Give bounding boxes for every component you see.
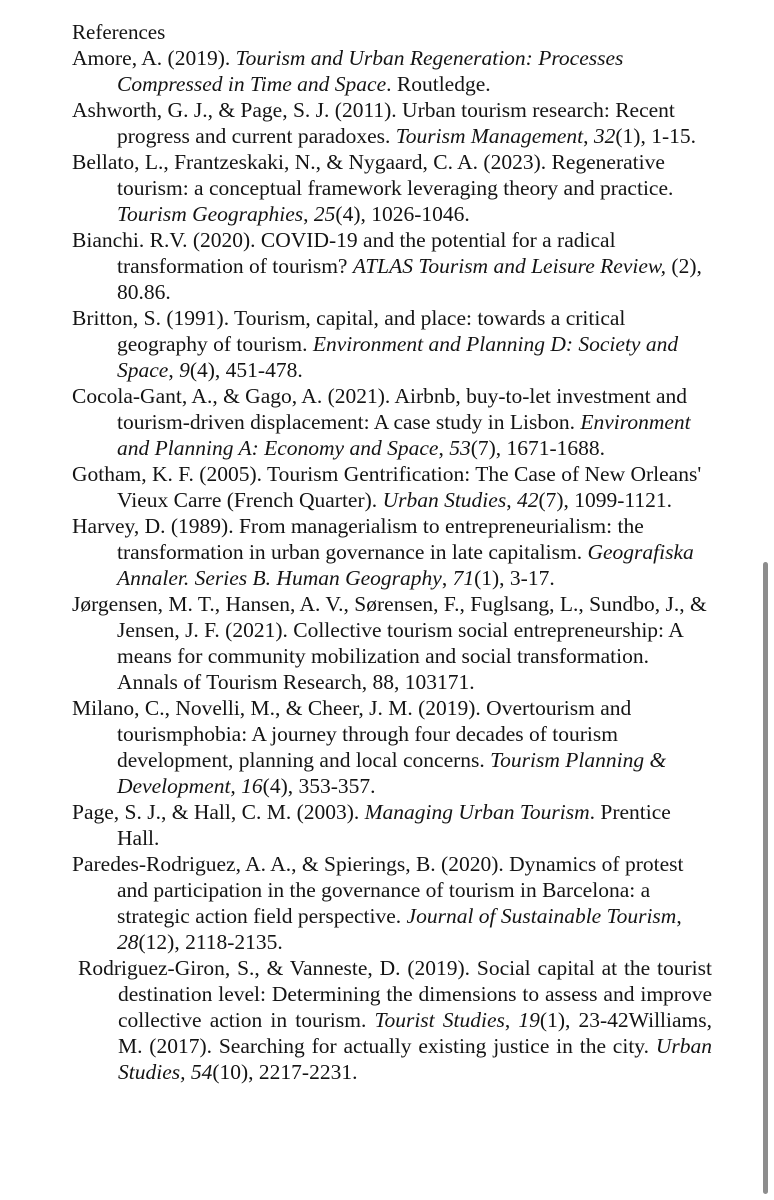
reference-italic-segment: 19: [518, 1008, 540, 1032]
reference-italic-segment: 71: [452, 566, 475, 590]
reference-italic-segment: Tourism Planning & Development, 16: [117, 748, 667, 798]
reference-italic-segment: 28: [117, 930, 139, 954]
reference-entry: [72, 799, 712, 851]
reference-text-segment: (1), 3-17.: [474, 566, 555, 590]
reference-entry: [72, 591, 712, 695]
reference-italic-segment: Environment and Planning A: Economy and Space: [117, 410, 691, 460]
reference-entry: [72, 695, 712, 799]
reference-entry: [72, 305, 712, 383]
reference-list: [72, 45, 712, 1085]
reference-text-segment: (1), 23-42Williams, M. (2017). Searching for actually existing justice in the city.: [118, 1008, 713, 1058]
reference-text-segment: Cocola-Gant, A., & Gago, A. (2021). Airbnb, buy-to-let investment and tourism-driven displacement: A case study in Lisbon.: [72, 384, 688, 434]
reference-entry: [72, 97, 712, 149]
reference-text-segment: (4), 353-357.: [262, 774, 376, 798]
reference-italic-segment: Environment and Planning D: Society and Space: [117, 332, 679, 382]
reference-text-segment: ,: [441, 566, 453, 590]
reference-text-segment: . Routledge.: [386, 72, 491, 96]
reference-italic-segment: Geografiska Annaler. Series B. Human Geography: [117, 540, 694, 590]
reference-italic-segment: 32: [593, 124, 616, 148]
reference-entry: [72, 461, 712, 513]
reference-italic-segment: Managing Urban Tourism: [364, 800, 590, 824]
reference-text-segment: Page, S. J., & Hall, C. M. (2003).: [72, 800, 365, 824]
reference-text-segment: (10), 2217-2231.: [212, 1060, 358, 1084]
reference-entry: [72, 45, 712, 97]
reference-text-segment: Harvey, D. (1989). From managerialism to entrepreneurialism: the transformation in urban governance in late capitalism.: [72, 514, 644, 564]
reference-text-segment: Rodriguez-Giron, S., & Vanneste, D. (2019). Social capital at the tourist destination level: Determining the dimensions to assess and improve collective action in tourism.: [78, 956, 712, 1032]
reference-entry: [72, 955, 712, 1085]
reference-text-segment: ,: [676, 904, 682, 928]
reference-italic-segment: Tourism Management: [395, 124, 584, 148]
reference-text-segment: Britton, S. (1991). Tourism, capital, and place: towards a critical geography of tourism.: [72, 306, 626, 356]
reference-text-segment: . Prentice Hall.: [117, 800, 671, 850]
reference-italic-segment: Journal of Sustainable Tourism: [406, 904, 677, 928]
reference-italic-segment: Tourism Geographies: [117, 202, 304, 226]
reference-text-segment: Bianchi. R.V. (2020). COVID-19 and the potential for a radical transformation of tourism?: [72, 228, 616, 278]
reference-text-segment: Gotham, K. F. (2005). Tourism Gentrification: The Case of New Orleans' Vieux Carre (French Quarter).: [72, 462, 702, 512]
reference-italic-segment: Tourism and Urban Regeneration: Processes Compressed in Time and Space: [117, 46, 624, 96]
reference-italic-segment: 53: [449, 436, 471, 460]
reference-text-segment: (1), 1-15.: [615, 124, 696, 148]
reference-text-segment: (4), 451-478.: [189, 358, 303, 382]
reference-text-segment: Milano, C., Novelli, M., & Cheer, J. M. (2019). Overtourism and tourismphobia: A journey through four decades of tourism development, planning and local concerns.: [72, 696, 632, 772]
reference-entry: [72, 149, 712, 227]
reference-text-segment: Bellato, L., Frantzeskaki, N., & Nygaard, C. A. (2023). Regenerative tourism: a conceptual framework leveraging theory and practice.: [72, 150, 674, 200]
reference-text-segment: ,: [504, 1008, 519, 1032]
reference-entry: [72, 851, 712, 955]
reference-italic-segment: 25: [313, 202, 336, 226]
reference-text-segment: ,: [168, 358, 180, 382]
reference-text-segment: (12), 2118-2135.: [138, 930, 283, 954]
reference-italic-segment: Tourist Studies: [374, 1008, 505, 1032]
reference-text-segment: Ashworth, G. J., & Page, S. J. (2011). Urban tourism research: Recent progress and current paradoxes.: [72, 98, 675, 148]
reference-italic-segment: ATLAS Tourism and Leisure Review,: [352, 254, 667, 278]
reference-entry: [72, 227, 712, 305]
reference-text-segment: Jørgensen, M. T., Hansen, A. V., Sørensen, F., Fuglsang, L., Sundbo, J., & Jensen, J. F. (2021). Collective tourism social entrepreneurship: A means for community mobilization and social transformation. Annals of Tourism Research, 88, 103171.: [72, 592, 707, 694]
reference-text-segment: (7), 1671-1688.: [470, 436, 606, 460]
reference-text-segment: Paredes-Rodriguez, A. A., & Spierings, B. (2020). Dynamics of protest and participation in the governance of tourism in Barcelona: a strategic action field perspective.: [72, 852, 684, 928]
reference-text-segment: (4), 1026-1046.: [335, 202, 470, 226]
reference-text-segment: ,: [438, 436, 450, 460]
reference-italic-segment: Urban Studies: [382, 488, 507, 512]
reference-text-segment: (7), 1099-1121.: [538, 488, 672, 512]
reference-text-segment: (2), 80.86.: [117, 254, 702, 304]
reference-italic-segment: Urban Studies, 54: [118, 1034, 712, 1084]
reference-text-segment: ,: [303, 202, 314, 226]
reference-text-segment: ,: [506, 488, 517, 512]
reference-text-segment: ,: [583, 124, 594, 148]
reference-entry: [72, 383, 712, 461]
references-heading: References: [72, 20, 166, 44]
vertical-scrollbar[interactable]: [763, 562, 768, 1194]
reference-text-segment: Amore, A. (2019).: [72, 46, 236, 70]
reference-italic-segment: 42: [516, 488, 539, 512]
reference-entry: [72, 513, 712, 591]
reference-italic-segment: 9: [179, 358, 190, 382]
